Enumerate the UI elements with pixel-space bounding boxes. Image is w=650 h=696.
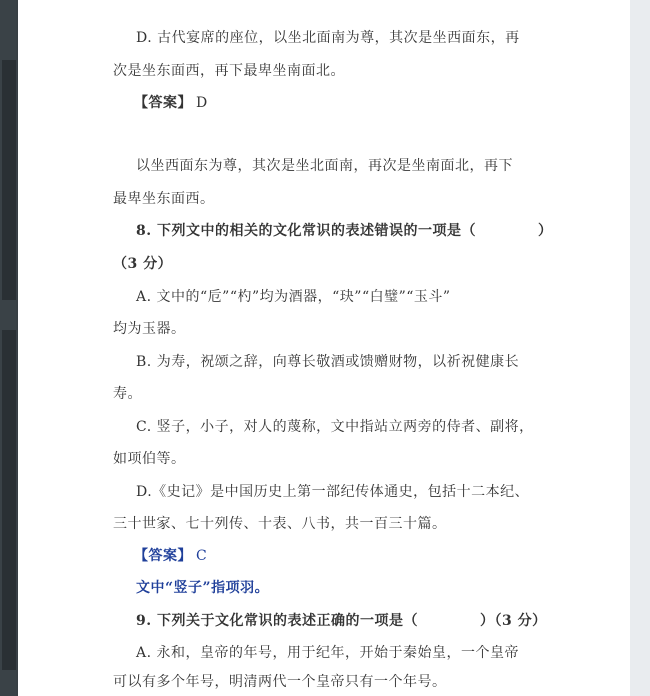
option-d-line-1: D. 古代宴席的座位，以坐北面南为尊，其次是坐西面东，再 — [136, 30, 520, 46]
answer-label: 【答案】 — [134, 548, 192, 564]
question-9-prefix: 9. 下列关于文化常识的表述正确的一项是（ — [136, 613, 418, 629]
answer-value: C — [196, 548, 208, 564]
answer-row-1 — [134, 93, 208, 113]
q8-option-c-line-1: C. 竖子，小子，对人的蔑称，文中指站立两旁的侍者、副将， — [136, 419, 534, 435]
question-9-suffix: ）（3 分） — [480, 613, 547, 629]
q8-option-a-line-2: 均为玉器。 — [113, 321, 186, 337]
q8-option-d-line-2: 三十世家、七十列传、十表、八书，共一百三十篇。 — [113, 516, 447, 532]
answer-value: D — [196, 95, 208, 111]
explanation-1-line-1: 以坐西面东为尊，其次是坐北面南，再次是坐南面北，再下 — [136, 158, 513, 174]
answer-label: 【答案】 — [134, 95, 192, 111]
q8-option-d-line-1: D.《史记》是中国历史上第一部纪传体通史，包括十二本纪、 — [136, 484, 530, 500]
explanation-2: 文中“竖子”指项羽。 — [136, 580, 270, 596]
document-content — [18, 0, 630, 696]
left-sidebar-strip — [0, 0, 18, 696]
sidebar-panel-bottom — [2, 330, 16, 670]
q9-option-a-line-2: 可以有多个年号，明清两代一个皇帝只有一个年号。 — [113, 674, 447, 690]
right-margin — [630, 0, 650, 696]
question-9-title — [136, 611, 547, 631]
q8-option-c-line-2: 如项伯等。 — [113, 451, 186, 467]
question-8-suffix: ） — [538, 223, 553, 239]
question-8-title — [136, 221, 553, 241]
q8-option-b-line-1: B. 为寿，祝颂之辞，向尊长敬酒或馈赠财物，以祈祝健康长 — [136, 354, 520, 370]
question-8-prefix: 8. 下列文中的相关的文化常识的表述错误的一项是（ — [136, 223, 476, 239]
option-d-line-2: 次是坐东面西，再下最卑坐南面北。 — [113, 63, 345, 79]
document-page — [18, 0, 630, 696]
q8-option-b-line-2: 寿。 — [113, 386, 142, 402]
q8-option-a-line-1: A. 文中的“卮”“杓”均为酒器，“玦”“白璧”“玉斗” — [136, 289, 451, 305]
q9-option-a-line-1: A. 永和，皇帝的年号，用于纪年，开始于秦始皇，一个皇帝 — [136, 645, 520, 661]
explanation-1-line-2: 最卑坐东面西。 — [113, 191, 215, 207]
sidebar-panel-top — [2, 60, 16, 300]
question-8-points: （3 分） — [113, 256, 173, 272]
answer-row-2 — [134, 546, 207, 566]
